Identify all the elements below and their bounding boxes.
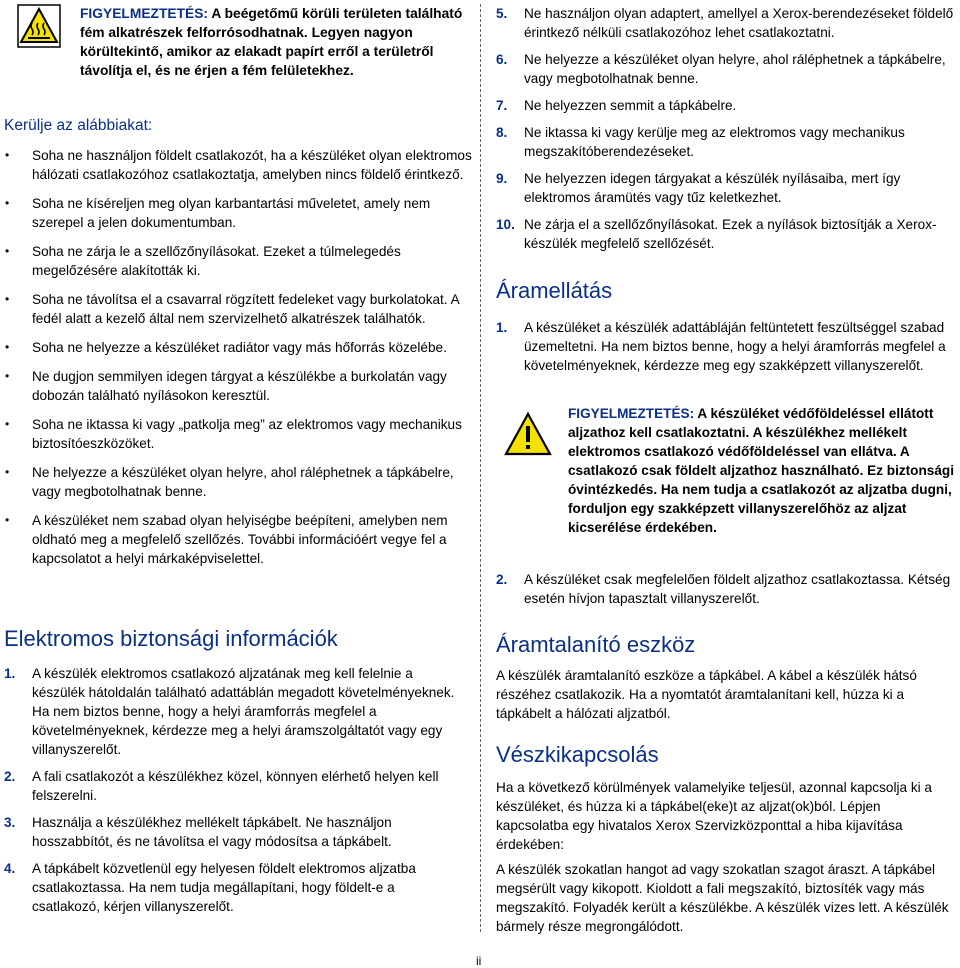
list-item: • Soha ne helyezze a készüléket radiátor vagy más hőforrás közelébe. (0, 338, 478, 357)
item-number: 10. (496, 217, 515, 232)
grounding-warning-label: FIGYELMEZTETÉS: (568, 406, 695, 421)
item-number: 8. (496, 125, 508, 140)
item-number: 6. (496, 52, 508, 67)
list-item (4, 859, 460, 916)
electrical-safety-heading: Elektromos biztonsági információk (4, 626, 338, 651)
item-number: 2. (496, 572, 508, 587)
item-text: A készüléket csak megfelelően földelt aljzathoz csatlakoztassa. Kétség esetén hívjon tapasztalt villanyszerelőt. (524, 572, 951, 606)
power-supply-heading: Áramellátás (496, 278, 613, 303)
list-item (496, 570, 958, 608)
item-text: A fali csatlakozót a készülékhez közel, könnyen elérhető helyen kell felszerelni. (32, 769, 439, 803)
item-text: Ne zárja el a szellőzőnyílásokat. Ezek a nyílások biztosítják a Xerox-készülék megfelelő szellőzését. (524, 217, 937, 251)
item-text: Ne helyezze a készüléket olyan helyre, ahol ráléphetnek a tápkábelre, vagy megbotolhatnak benne. (524, 52, 946, 86)
item-number: 7. (496, 98, 508, 113)
list-item (4, 767, 460, 805)
hot-warning-label: FIGYELMEZTETÉS: (80, 6, 209, 21)
item-text: Ne iktassa ki vagy kerülje meg az elektromos vagy mechanikus megszakítóberendezéseket. (524, 125, 905, 159)
disconnect-device-heading: Áramtalanító eszköz (496, 632, 696, 657)
list-item: • Soha ne kíséreljen meg olyan karbantartási műveletet, amely nem szerepel a jelen dokumentumban. (0, 194, 478, 232)
electrical-list (4, 664, 460, 924)
item-text: Használja a készülékhez mellékelt tápkábelt. Ne használjon hosszabbítót, és ne távolítsa el vagy módosítsa a tápkábelt. (32, 815, 392, 849)
power-supply-list-2 (496, 570, 958, 616)
column-divider (480, 4, 481, 932)
list-item: • Soha ne iktassa ki vagy „patkolja meg” az elektromos vagy mechanikus biztosítóeszközöket. (0, 415, 478, 453)
list-item (496, 123, 958, 161)
emergency-conditions: A készülék szokatlan hangot ad vagy szokatlan szagot áraszt. A tápkábel megsérült vagy kikopott. Kioldott a fali megszakító, biztosíték vagy más megszakító. Folyadék került a készülékbe. A készülék vizes lett. A készülék bármely része megrongálódott. (496, 862, 949, 934)
list-item (496, 96, 958, 115)
list-item: • Ne helyezze a készüléket olyan helyre, ahol ráléphetnek a tápkábelre, vagy megbotolhatnak benne. (0, 463, 478, 501)
item-text: A tápkábelt közvetlenül egy helyesen földelt elektromos aljzatba csatlakoztassa. Ha nem tudja megállapítani, hogy földelt-e a csatlakozó, kérjen villanyszerelőt. (32, 861, 416, 914)
list-item (496, 169, 958, 207)
hot-surface-icon (17, 4, 61, 48)
item-number: 2. (4, 769, 16, 784)
page-number: ii (476, 954, 482, 968)
item-text: Ne helyezzen idegen tárgyakat a készülék nyílásaiba, mert így elektromos áramütés vagy tűz keletkezhet. (524, 171, 901, 205)
item-text: Ne használjon olyan adaptert, amellyel a Xerox-berendezéseket földelő érintkező nélküli csatlakozóhoz lehet csatlakoztatni. (524, 6, 954, 40)
item-number: 5. (496, 6, 508, 21)
avoid-list (0, 146, 478, 578)
list-item (496, 4, 958, 42)
list-item: • Soha ne távolítsa el a csavarral rögzített fedeleket vagy burkolatokat. A fedél alatt a kezelő által nem szervizelhető alkatrészek találhatók. (0, 290, 478, 328)
list-item: • Soha ne zárja le a szellőzőnyílásokat. Ezeket a túlmelegedés megelőzésére alakították ki. (0, 242, 478, 280)
disconnect-text: A készülék áramtalanító eszköze a tápkábel. A kábel a készülék hátsó részéhez csatlakozik. Ha a nyomtatót áramtalanítani kell, húzza ki a tápkábelt a hálózati aljzatból. (496, 668, 917, 721)
emergency-intro: Ha a következő körülmények valamelyike teljesül, azonnal kapcsolja ki a készüléket, és húzza ki a tápkábel(eke)t az aljzat(ok)ból. Lépjen kapcsolatba egy hivatalos Xerox Szervizközponttal a hiba kijavítása érdekében: (496, 780, 932, 852)
list-item: • Soha ne használjon földelt csatlakozót, ha a készüléket olyan elektromos hálózati csatlakozóhoz csatlakoztatja, amelyben nincs földelő érintkező. (0, 146, 478, 184)
list-item (496, 318, 958, 375)
warning-triangle-icon (504, 412, 552, 456)
list-item: • Ne dugjon semmilyen idegen tárgyat a készülékbe a burkolatán vagy dobozán található nyílásokon keresztül. (0, 367, 478, 405)
item-number: 3. (4, 815, 16, 830)
item-number: 1. (4, 666, 16, 681)
hot-warning-text (80, 4, 478, 80)
item-text: A készüléket a készülék adattábláján feltüntetett feszültséggel szabad üzemeltetni. Ha nem biztos benne, hogy a helyi áramforrás megfelel a követelményeknek, kérdezze meg egy szakképzett villanyszerelőt. (524, 320, 946, 373)
list-item (496, 215, 958, 253)
list-item (496, 50, 958, 88)
item-text: A készülék elektromos csatlakozó aljzatának meg kell felelnie a készülék hátoldalán található adattáblán megadott követelményeknek. Ha nem biztos benne, hogy a helyi áramforrás megfelel a követelményeknek, kérdezze meg a helyi áramszolgáltatót vagy egy villanyszerelőt. (32, 666, 455, 757)
grounding-warning-text (568, 404, 960, 537)
avoid-heading: Kerülje az alábbiakat: (4, 117, 153, 134)
item-number: 1. (496, 320, 508, 335)
item-number: 4. (4, 861, 16, 876)
item-number: 9. (496, 171, 508, 186)
list-item: • A készüléket nem szabad olyan helyiségbe beépíteni, amelyben nem oldható meg a megfelelő szellőzés. További információért vegye fel a kapcsolatot a helyi márkaképviselettel. (0, 511, 478, 568)
emergency-shutoff-heading: Vészkikapcsolás (496, 742, 659, 767)
hot-warning-body: A beégetőmű körüli területen található fém alkatrészek felforrósodhatnak. Legyen nagyon körültekintő, amikor az elakadt papírt erről a területről távolítja el, és ne érjen a fém felületekhez. (80, 6, 463, 78)
power-supply-list (496, 318, 958, 383)
grounding-warning-body: A készüléket védőföldeléssel ellátott aljzathoz kell csatlakoztatni. A készülékhez mellékelt elektromos csatlakozó védőföldeléssel van ellátva. A csatlakozó csak földelt aljzathoz használható. Ez biztonsági óvintézkedés. Ha nem tudja a csatlakozót az aljzatba dugni, forduljon egy szakképzett villanyszerelőhöz az aljzat kicserélése érdekében. (568, 406, 954, 535)
list-item (4, 813, 460, 851)
item-text: Ne helyezzen semmit a tápkábelre. (524, 98, 737, 113)
list-item (4, 664, 460, 759)
electrical-list-continued (496, 4, 958, 261)
